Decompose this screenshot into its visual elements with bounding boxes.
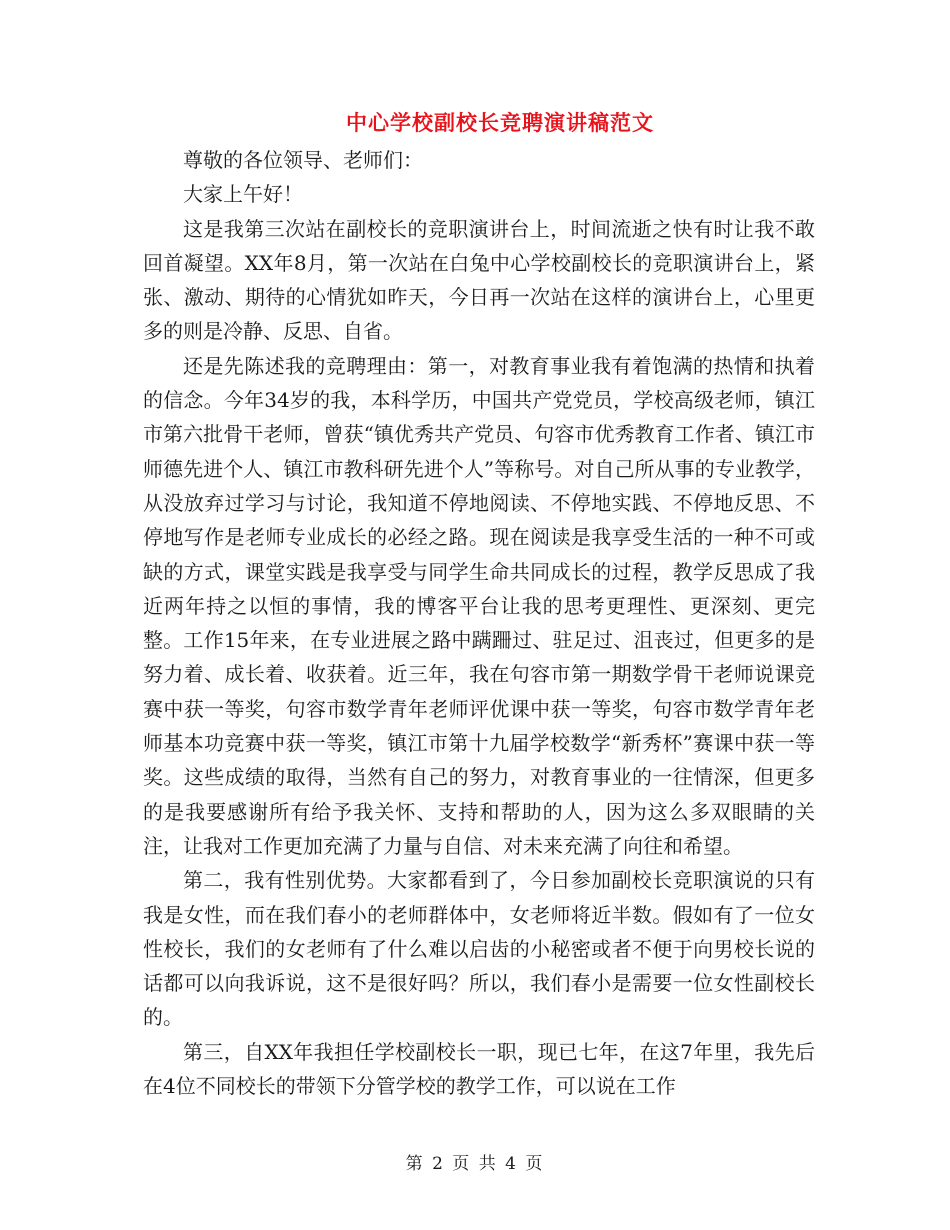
paragraph: 还是先陈述我的竞聘理由：第一，对教育事业我有着饱满的热情和执着的信念。今年34岁的我，本科学历，中国共产党党员，学校高级老师，镇江市第六批骨干老师，曾获“镇优秀共产党员、句容市优秀教育工作者、镇江市师德先进个人、镇江市教科研先进个人”等称号。对自己所从事的专业教学，从没放弃过学习与讨论，我知道不停地阅读、不停地实践、不停地反思、不停地写作是老师专业成长的必经之路。现在阅读是我享受生活的一种不可或缺的方式，课堂实践是我享受与同学生命共同成长的过程，教学反思成了我近两年持之以恒的事情，我的博客平台让我的思考更理性、更深刻、更完整。工作15年来，在专业进展之路中蹒跚过、驻足过、沮丧过，但更多的是努力着、成长着、收获着。近三年，我在句容市第一期数学骨干老师说课竞赛中获一等奖，句容市数学青年老师评优课中获一等奖，句容市数学青年老师基本功竞赛中获一等奖，镇江市第十九届学校数学“新秀杯”赛课中获一等奖。这些成绩的取得，当然有自己的努力，对教育事业的一往情深，但更多的是我要感谢所有给予我关怀、支持和帮助的人，因为这么多双眼睛的关注，让我对工作更加充满了力量与自信、对未来充满了向往和希望。 [143, 353, 815, 858]
paragraph: 第三，自XX年我担任学校副校长一职，现已七年，在这7年里，我先后在4位不同校长的带领下分管学校的教学工作，可以说在工作 [143, 1039, 815, 1099]
paragraph: 第二，我有性别优势。大家都看到了，今日参加副校长竞职演说的只有我是女性，而在我们春小的老师群体中，女老师将近半数。假如有了一位女性校长，我们的女老师有了什么难以启齿的小秘密或者不便于向男校长说的话都可以向我诉说，这不是很好吗？所以，我们春小是需要一位女性副校长的。 [143, 868, 815, 1030]
document-title: 中心学校副校长竞聘演讲稿范文 [346, 110, 654, 135]
salutation: 尊敬的各位领导、老师们： [183, 148, 423, 172]
document-body [143, 143, 815, 1103]
page-footer: 第 2 页 共 4 页 [405, 1154, 545, 1174]
greeting: 大家上午好！ [183, 182, 303, 207]
paragraph: 这是我第三次站在副校长的竞职演讲台上，时间流逝之快有时让我不敢回首凝望。XX年8月，第一次站在白兔中心学校副校长的竞职演讲台上，紧张、激动、期待的心情犹如昨天，今日再一次站在这样的演讲台上，心里更多的则是冷静、反思、自省。 [143, 216, 815, 344]
